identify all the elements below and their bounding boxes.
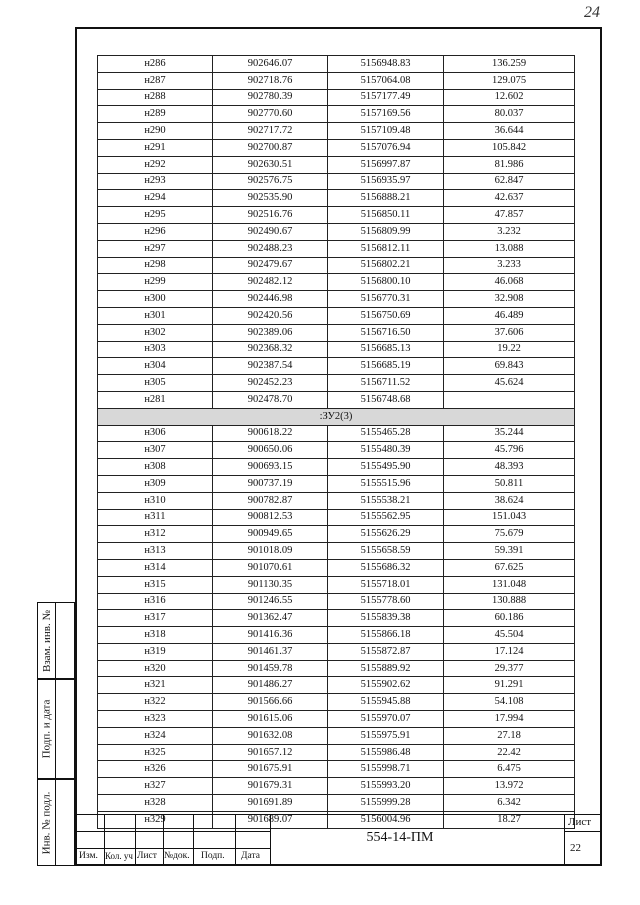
length-cell: 80.037 (444, 106, 575, 123)
point-id-cell: н294 (98, 190, 213, 207)
point-id-cell: н321 (98, 677, 213, 694)
table-row (98, 156, 575, 173)
x-coord-cell: 902718.76 (213, 72, 328, 89)
length-cell: 69.843 (444, 358, 575, 375)
length-cell: 46.068 (444, 274, 575, 291)
point-id-cell: н293 (98, 173, 213, 190)
point-id-cell: н302 (98, 324, 213, 341)
y-coord-cell: 5155538.21 (328, 492, 444, 509)
point-id-cell: н288 (98, 89, 213, 106)
x-coord-cell: 902717.72 (213, 123, 328, 140)
side-cell-vzam (37, 602, 75, 679)
x-coord-cell: 902446.98 (213, 291, 328, 308)
length-cell: 22.42 (444, 744, 575, 761)
x-coord-cell: 902490.67 (213, 223, 328, 240)
length-cell: 12.602 (444, 89, 575, 106)
x-coord-cell: 902387.54 (213, 358, 328, 375)
document-number: 554-14-ПМ (366, 830, 434, 845)
point-id-cell: н304 (98, 358, 213, 375)
x-coord-cell: 900812.53 (213, 509, 328, 526)
table-row (98, 223, 575, 240)
x-coord-cell: 901615.06 (213, 711, 328, 728)
length-cell: 81.986 (444, 156, 575, 173)
y-coord-cell: 5155993.20 (328, 778, 444, 795)
table-row (98, 72, 575, 89)
y-coord-cell: 5155480.39 (328, 442, 444, 459)
x-coord-cell: 901130.35 (213, 576, 328, 593)
table-row (98, 543, 575, 560)
y-coord-cell: 5156802.21 (328, 257, 444, 274)
x-coord-cell: 902630.51 (213, 156, 328, 173)
point-id-cell: н292 (98, 156, 213, 173)
x-coord-cell: 902482.12 (213, 274, 328, 291)
length-cell: 17.994 (444, 711, 575, 728)
table-row (98, 291, 575, 308)
point-id-cell: н281 (98, 391, 213, 408)
table-row (98, 274, 575, 291)
length-cell: 46.489 (444, 307, 575, 324)
y-coord-cell: 5156935.97 (328, 173, 444, 190)
table-row (98, 727, 575, 744)
point-id-cell: н291 (98, 139, 213, 156)
stamp-label-izm: Изм. (79, 851, 98, 861)
table-row (98, 375, 575, 392)
x-coord-cell: 902770.60 (213, 106, 328, 123)
y-coord-cell: 5155658.59 (328, 543, 444, 560)
x-coord-cell: 902420.56 (213, 307, 328, 324)
sheet-label: Лист (568, 816, 592, 828)
table-row (98, 526, 575, 543)
length-cell: 32.908 (444, 291, 575, 308)
table-row (98, 627, 575, 644)
point-id-cell: н328 (98, 795, 213, 812)
table-row (98, 475, 575, 492)
point-id-cell: н325 (98, 744, 213, 761)
length-cell: 131.048 (444, 576, 575, 593)
x-coord-cell: 901486.27 (213, 677, 328, 694)
table-row (98, 341, 575, 358)
point-id-cell: н312 (98, 526, 213, 543)
x-coord-cell: 901070.61 (213, 559, 328, 576)
y-coord-cell: 5155686.32 (328, 559, 444, 576)
x-coord-cell: 902389.06 (213, 324, 328, 341)
length-cell: 54.108 (444, 694, 575, 711)
point-id-cell: н320 (98, 660, 213, 677)
x-coord-cell: 901362.47 (213, 610, 328, 627)
y-coord-cell: 5156685.13 (328, 341, 444, 358)
length-cell: 62.847 (444, 173, 575, 190)
length-cell: 129.075 (444, 72, 575, 89)
point-id-cell: н314 (98, 559, 213, 576)
table-row (98, 492, 575, 509)
table-row (98, 257, 575, 274)
table-row (98, 324, 575, 341)
table-row (98, 240, 575, 257)
stamp-label-koluch: Кол. уч (105, 851, 133, 861)
length-cell: 45.796 (444, 442, 575, 459)
x-coord-cell: 902516.76 (213, 207, 328, 224)
length-cell: 91.291 (444, 677, 575, 694)
x-coord-cell: 902479.67 (213, 257, 328, 274)
section-label: :ЗУ2(3) (98, 408, 575, 425)
side-label-inv: Инв. № подл. (40, 791, 53, 854)
table-row (98, 660, 575, 677)
length-cell: 50.811 (444, 475, 575, 492)
table-row (98, 123, 575, 140)
y-coord-cell: 5155975.91 (328, 727, 444, 744)
y-coord-cell: 5155495.90 (328, 459, 444, 476)
point-id-cell: н311 (98, 509, 213, 526)
side-cell-podp (37, 679, 75, 779)
table-row (98, 610, 575, 627)
length-cell: 18.27 (444, 811, 575, 828)
table-row (98, 778, 575, 795)
handwritten-page-number: 24 (584, 4, 600, 21)
point-id-cell: н322 (98, 694, 213, 711)
x-coord-cell: 900949.65 (213, 526, 328, 543)
y-coord-cell: 5156850.11 (328, 207, 444, 224)
point-id-cell: н299 (98, 274, 213, 291)
table-row (98, 576, 575, 593)
y-coord-cell: 5157177.49 (328, 89, 444, 106)
length-cell: 38.624 (444, 492, 575, 509)
x-coord-cell: 902368.32 (213, 341, 328, 358)
y-coord-cell: 5156812.11 (328, 240, 444, 257)
y-coord-cell: 5155778.60 (328, 593, 444, 610)
table-row (98, 677, 575, 694)
title-block (75, 814, 602, 866)
length-cell: 48.393 (444, 459, 575, 476)
length-cell: 35.244 (444, 425, 575, 442)
x-coord-cell: 902535.90 (213, 190, 328, 207)
point-id-cell: н326 (98, 761, 213, 778)
y-coord-cell: 5156711.52 (328, 375, 444, 392)
point-id-cell: н308 (98, 459, 213, 476)
point-id-cell: н315 (98, 576, 213, 593)
table-row (98, 509, 575, 526)
y-coord-cell: 5155902.62 (328, 677, 444, 694)
x-coord-cell: 900782.87 (213, 492, 328, 509)
x-coord-cell: 901689.07 (213, 811, 328, 828)
side-stamp (37, 602, 75, 866)
point-id-cell: н327 (98, 778, 213, 795)
y-coord-cell: 5155718.01 (328, 576, 444, 593)
y-coord-cell: 5155515.96 (328, 475, 444, 492)
y-coord-cell: 5156800.10 (328, 274, 444, 291)
table-row (98, 694, 575, 711)
y-coord-cell: 5156888.21 (328, 190, 444, 207)
x-coord-cell: 901679.31 (213, 778, 328, 795)
y-coord-cell: 5156948.83 (328, 56, 444, 73)
length-cell: 29.377 (444, 660, 575, 677)
point-id-cell: н307 (98, 442, 213, 459)
stamp-label-ndok: №док. (164, 851, 190, 861)
table-row (98, 761, 575, 778)
length-cell: 67.625 (444, 559, 575, 576)
length-cell: 47.857 (444, 207, 575, 224)
length-cell: 130.888 (444, 593, 575, 610)
y-coord-cell: 5157064.08 (328, 72, 444, 89)
x-coord-cell: 902646.07 (213, 56, 328, 73)
x-coord-cell: 901632.08 (213, 727, 328, 744)
y-coord-cell: 5155998.71 (328, 761, 444, 778)
x-coord-cell: 902452.23 (213, 375, 328, 392)
x-coord-cell: 902478.70 (213, 391, 328, 408)
point-id-cell: н298 (98, 257, 213, 274)
length-cell: 36.644 (444, 123, 575, 140)
point-id-cell: н296 (98, 223, 213, 240)
point-id-cell: н287 (98, 72, 213, 89)
length-cell (444, 391, 575, 408)
point-id-cell: н323 (98, 711, 213, 728)
table-row (98, 442, 575, 459)
x-coord-cell: 901459.78 (213, 660, 328, 677)
point-id-cell: н310 (98, 492, 213, 509)
length-cell: 27.18 (444, 727, 575, 744)
x-coord-cell: 900618.22 (213, 425, 328, 442)
y-coord-cell: 5156770.31 (328, 291, 444, 308)
length-cell: 19.22 (444, 341, 575, 358)
length-cell: 45.624 (444, 375, 575, 392)
point-id-cell: н324 (98, 727, 213, 744)
point-id-cell: н306 (98, 425, 213, 442)
table-row (98, 643, 575, 660)
point-id-cell: н313 (98, 543, 213, 560)
x-coord-cell: 902576.75 (213, 173, 328, 190)
y-coord-cell: 5156750.69 (328, 307, 444, 324)
length-cell: 3.232 (444, 223, 575, 240)
y-coord-cell: 5155626.29 (328, 526, 444, 543)
table-row (98, 795, 575, 812)
x-coord-cell: 900693.15 (213, 459, 328, 476)
x-coord-cell: 901018.09 (213, 543, 328, 560)
table-row (98, 56, 575, 73)
y-coord-cell: 5155999.28 (328, 795, 444, 812)
point-id-cell: н309 (98, 475, 213, 492)
x-coord-cell: 902488.23 (213, 240, 328, 257)
length-cell: 45.504 (444, 627, 575, 644)
x-coord-cell: 901691.89 (213, 795, 328, 812)
side-label-vzam: Взам. инв. № (40, 609, 53, 672)
length-cell: 13.088 (444, 240, 575, 257)
table-row (98, 593, 575, 610)
coordinates-table (97, 55, 575, 829)
table-row (98, 711, 575, 728)
table-row (98, 391, 575, 408)
stamp-label-list: Лист (137, 851, 157, 861)
sheet-number: 22 (570, 842, 581, 854)
point-id-cell: н286 (98, 56, 213, 73)
x-coord-cell: 901657.12 (213, 744, 328, 761)
y-coord-cell: 5155889.92 (328, 660, 444, 677)
y-coord-cell: 5157076.94 (328, 139, 444, 156)
table-row (98, 173, 575, 190)
table-row (98, 139, 575, 156)
length-cell: 6.475 (444, 761, 575, 778)
length-cell: 151.043 (444, 509, 575, 526)
section-row (98, 408, 575, 425)
y-coord-cell: 5155986.48 (328, 744, 444, 761)
stamp-label-podp: Подп. (201, 851, 225, 861)
y-coord-cell: 5156716.50 (328, 324, 444, 341)
point-id-cell: н318 (98, 627, 213, 644)
point-id-cell: н329 (98, 811, 213, 828)
y-coord-cell: 5155562.95 (328, 509, 444, 526)
y-coord-cell: 5157109.48 (328, 123, 444, 140)
table-row (98, 425, 575, 442)
length-cell: 6.342 (444, 795, 575, 812)
y-coord-cell: 5157169.56 (328, 106, 444, 123)
side-cell-inv (37, 779, 75, 866)
x-coord-cell: 902780.39 (213, 89, 328, 106)
x-coord-cell: 901246.55 (213, 593, 328, 610)
x-coord-cell: 902700.87 (213, 139, 328, 156)
y-coord-cell: 5155945.88 (328, 694, 444, 711)
x-coord-cell: 901461.37 (213, 643, 328, 660)
y-coord-cell: 5156809.99 (328, 223, 444, 240)
y-coord-cell: 5155839.38 (328, 610, 444, 627)
table-row (98, 106, 575, 123)
x-coord-cell: 901566.66 (213, 694, 328, 711)
point-id-cell: н300 (98, 291, 213, 308)
x-coord-cell: 901416.36 (213, 627, 328, 644)
point-id-cell: н316 (98, 593, 213, 610)
length-cell: 3.233 (444, 257, 575, 274)
point-id-cell: н289 (98, 106, 213, 123)
y-coord-cell: 5155866.18 (328, 627, 444, 644)
point-id-cell: н317 (98, 610, 213, 627)
table-row (98, 358, 575, 375)
length-cell: 13.972 (444, 778, 575, 795)
length-cell: 136.259 (444, 56, 575, 73)
y-coord-cell: 5155465.28 (328, 425, 444, 442)
length-cell: 60.186 (444, 610, 575, 627)
length-cell: 75.679 (444, 526, 575, 543)
y-coord-cell: 5156004.96 (328, 811, 444, 828)
length-cell: 17.124 (444, 643, 575, 660)
point-id-cell: н297 (98, 240, 213, 257)
y-coord-cell: 5156748.68 (328, 391, 444, 408)
point-id-cell: н303 (98, 341, 213, 358)
x-coord-cell: 900737.19 (213, 475, 328, 492)
y-coord-cell: 5155872.87 (328, 643, 444, 660)
table-row (98, 89, 575, 106)
stamp-label-data: Дата (241, 851, 260, 861)
x-coord-cell: 901675.91 (213, 761, 328, 778)
table-row (98, 307, 575, 324)
length-cell: 59.391 (444, 543, 575, 560)
length-cell: 42.637 (444, 190, 575, 207)
y-coord-cell: 5155970.07 (328, 711, 444, 728)
side-label-podp: Подп. и дата (40, 699, 53, 759)
y-coord-cell: 5156685.19 (328, 358, 444, 375)
point-id-cell: н305 (98, 375, 213, 392)
table-row (98, 744, 575, 761)
table-row (98, 559, 575, 576)
table-row (98, 190, 575, 207)
point-id-cell: н290 (98, 123, 213, 140)
length-cell: 105.842 (444, 139, 575, 156)
point-id-cell: н295 (98, 207, 213, 224)
y-coord-cell: 5156997.87 (328, 156, 444, 173)
x-coord-cell: 900650.06 (213, 442, 328, 459)
table-row (98, 459, 575, 476)
length-cell: 37.606 (444, 324, 575, 341)
point-id-cell: н301 (98, 307, 213, 324)
point-id-cell: н319 (98, 643, 213, 660)
table-row (98, 207, 575, 224)
